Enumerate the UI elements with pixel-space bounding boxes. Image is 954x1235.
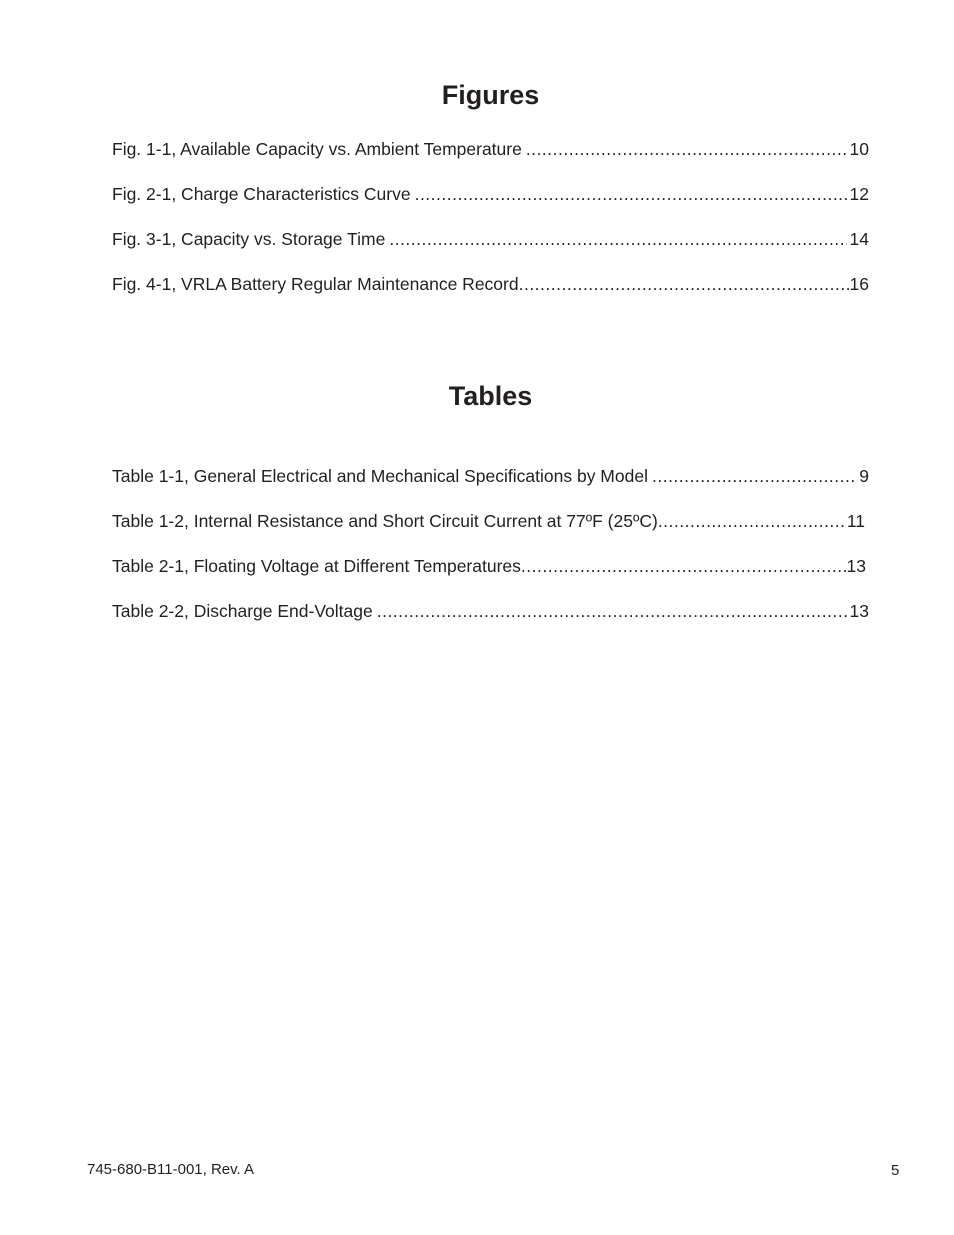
toc-entry-page: 9 [859,466,869,486]
toc-entry-table-2-2[interactable] [112,600,869,645]
toc-entry-page: 11 [846,511,865,531]
toc-entry-label: Table 2-2, Discharge End-Voltage [112,601,373,621]
figures-heading: Figures [441,80,540,110]
toc-entry-label: Table 1-1, General Electrical and Mechanical Specifications by Model [112,466,648,486]
toc-entry-label: Table 1-2, Internal Resistance and Short Circuit Current at 77ºF (25ºC) [112,511,658,531]
document-number: 745-680-B11-001, Rev. A [87,1161,255,1178]
dot-leader [658,510,847,532]
toc-entry-page: 12 [849,184,869,204]
toc-entry-page: 13 [849,601,869,621]
toc-entry-table-1-2[interactable] [112,510,865,555]
toc-entry-label: Fig. 1-1, Available Capacity vs. Ambient Temperature [112,139,522,159]
toc-entry-page: 13 [846,556,866,576]
toc-entry-fig-3-1[interactable] [112,228,869,273]
toc-entry-fig-2-1[interactable] [112,183,869,228]
toc-entry-label: Fig. 4-1, VRLA Battery Regular Maintenance Record [112,274,519,294]
figures-list [112,138,869,318]
dot-leader [389,228,846,250]
toc-entry-label: Table 2-1, Floating Voltage at Different Temperatures [112,556,521,576]
dot-leader [377,600,847,622]
toc-entry-fig-4-1[interactable] [112,273,869,318]
toc-entry-label: Fig. 2-1, Charge Characteristics Curve [112,184,411,204]
dot-leader [519,273,850,295]
toc-entry-table-2-1[interactable] [112,555,866,600]
toc-entry-label: Fig. 3-1, Capacity vs. Storage Time [112,229,386,249]
toc-entry-page: 14 [849,229,869,249]
tables-heading: Tables [448,381,533,411]
toc-entry-page: 10 [849,139,869,159]
toc-entry-page: 16 [849,274,869,294]
toc-entry-fig-1-1[interactable] [112,138,869,183]
dot-leader [521,555,847,577]
page-number: 5 [891,1162,900,1179]
toc-entry-table-1-1[interactable] [112,465,869,510]
dot-leader [652,465,856,487]
tables-list [112,465,869,645]
dot-leader [526,138,847,160]
dot-leader [415,183,847,205]
